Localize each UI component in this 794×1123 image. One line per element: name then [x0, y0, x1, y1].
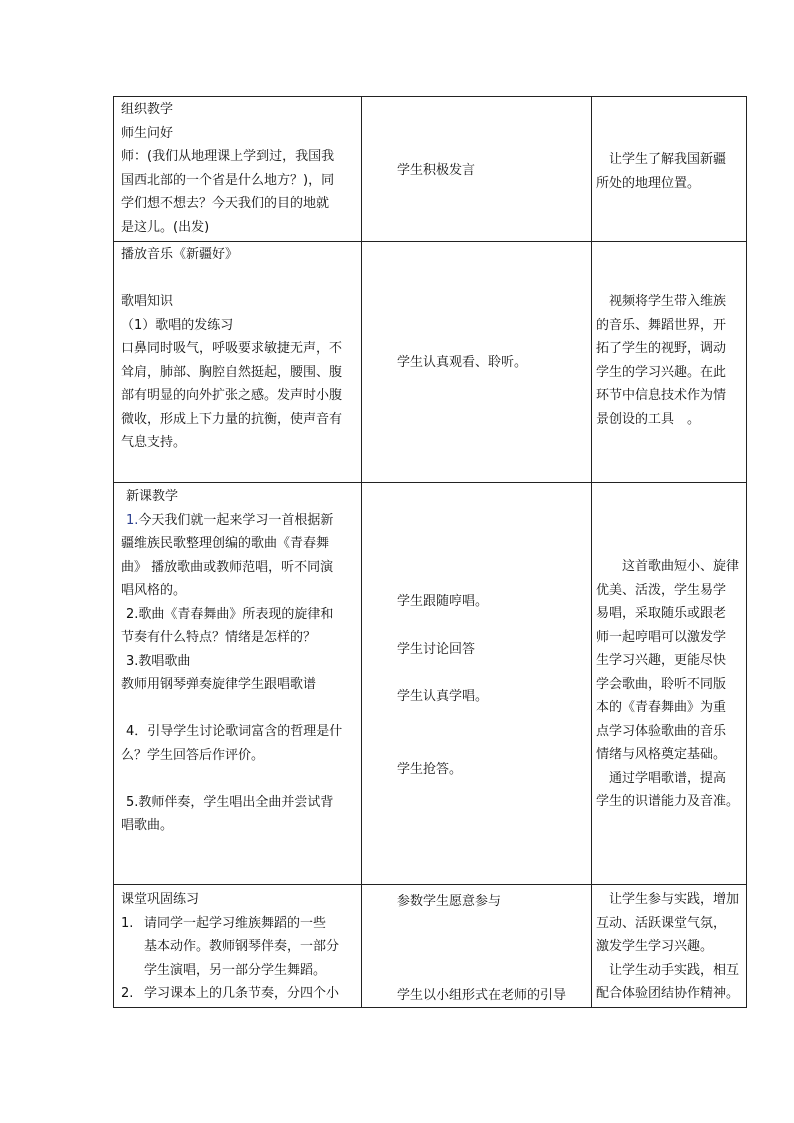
item-number: 3.	[126, 653, 139, 669]
text-line: 5.教师伴奏，学生唱出全曲并尝试背	[126, 794, 334, 810]
text-line: 唱风格的。	[121, 583, 187, 598]
text-line: 口鼻同时吸气，呼吸要求敏捷无声，不	[121, 341, 343, 356]
text-line: 学生抢答。	[397, 762, 463, 777]
student-activity-cell	[362, 97, 592, 242]
text-line: 本的《青春舞曲》为重	[596, 700, 727, 715]
list-item: 2. 学习课本上的几条节奏，分四个小	[121, 986, 340, 1001]
teacher-activity-cell	[114, 242, 362, 483]
text-line: 学们想不想去？今天我们的目的地就	[121, 196, 330, 211]
text-line: 么？学生回答后作评价。	[121, 747, 265, 763]
text-line: 这首歌曲短小、旋律	[596, 559, 740, 574]
text-line: 国西北部的一个省是什么地方？)，同	[121, 172, 335, 188]
item-number: 2.	[126, 606, 139, 622]
text-line: 3.教唱歌曲	[126, 653, 191, 669]
text-line	[114, 267, 361, 291]
text-line: 的音乐、舞蹈世界，开	[596, 317, 727, 333]
text-line: 师：(我们从地理课上学到过，我国我	[121, 149, 335, 164]
text-line: 节奏有什么特点？情绪是怎样的？	[121, 630, 317, 645]
text-line: 是这儿。(出发)	[121, 219, 210, 235]
item-number: 4	[126, 724, 135, 739]
teacher-activity-cell	[114, 483, 362, 885]
table-row	[114, 97, 747, 242]
text-line: 配合体验团结协作精神。	[596, 986, 740, 1001]
text-line: 气息支持。	[121, 435, 187, 450]
student-activity-cell	[362, 483, 592, 885]
section-title: 课堂巩固练习	[121, 892, 200, 907]
student-activity-cell	[362, 242, 592, 483]
text-line: 景创设的工具 。	[596, 411, 701, 427]
text-line: 耸肩，肺部、胸腔自然挺起，腰围、腹	[121, 364, 343, 380]
text-line: 歌唱知识	[121, 294, 174, 309]
text-line: 情绪与风格奠定基础。	[596, 747, 727, 762]
text-line: 学生的学习兴趣。在此	[596, 364, 727, 380]
text-line: （1）歌唱的发练习	[121, 317, 234, 333]
text-line: 1.今天我们就一起来学习一首根据新	[126, 512, 334, 528]
text-line: 播放音乐《新疆好》	[121, 247, 239, 262]
purpose-cell	[592, 242, 747, 483]
text-line: 学生的识谱能力及音准。	[596, 794, 740, 809]
text-line: 让学生参与实践，增加	[596, 892, 740, 907]
text-line: 点学习体验歌曲的音乐	[596, 723, 727, 739]
text-line: 唱歌曲。	[121, 818, 174, 833]
text-line: 学生演唱，另一部分学生舞蹈。	[144, 962, 327, 978]
purpose-cell	[592, 885, 747, 1008]
text-line: 学会歌曲，聆听不同版	[596, 676, 727, 692]
text-line: 学生认真观看、聆听。	[397, 355, 528, 370]
text-line: 所处的地理位置。	[596, 175, 701, 191]
lesson-plan-table	[113, 96, 747, 1008]
text-line: 让学生了解我国新疆	[596, 152, 727, 167]
text-line: 生学习兴趣，更能尽快	[596, 653, 727, 668]
text-line: 基本动作。教师钢琴伴奏，一部分	[144, 939, 340, 954]
text-line: 参数学生愿意参与	[397, 894, 502, 909]
text-line: 优美、活泼，学生易学	[596, 582, 727, 598]
text-line: 疆维族民歌整理创编的歌曲《青春舞	[121, 536, 330, 551]
table-row	[114, 483, 747, 885]
text-line: 激发学生学习兴趣。	[596, 939, 714, 954]
teacher-activity-cell	[114, 97, 362, 242]
text-line: 学生认真学唱。	[397, 689, 489, 704]
student-activity-cell	[362, 885, 592, 1008]
item-number: 5.	[126, 794, 139, 810]
text-line: 学生讨论回答	[397, 642, 476, 657]
text-line: 微收，形成上下力量的抗衡，使声音有	[121, 411, 343, 427]
text-line: 师生问好	[121, 125, 174, 141]
section-title: 新课教学	[126, 489, 179, 504]
item-number: 1.	[126, 512, 139, 528]
list-item: 1. 请同学一起学习维族舞蹈的一些	[121, 915, 327, 931]
text-line: 易唱，采取随乐或跟老	[596, 606, 727, 621]
text-line: 教师用钢琴弹奏旋律学生跟唱歌谱	[121, 677, 317, 692]
table-row	[114, 242, 747, 483]
purpose-cell	[592, 483, 747, 885]
text-line: 学生积极发言	[397, 163, 476, 178]
text-line: 视频将学生带入维族	[596, 294, 727, 309]
text-line: 4．引导学生讨论歌词富含的哲理是什	[126, 724, 343, 739]
text-line: 师一起哼唱可以激发学	[596, 629, 727, 645]
text-line: 学生以小组形式在老师的引导	[397, 988, 567, 1003]
teacher-activity-cell	[114, 885, 362, 1008]
text-line: 环节中信息技术作为情	[596, 388, 727, 403]
text-line: 组织教学	[121, 102, 174, 117]
text-line: 学生跟随哼唱。	[397, 594, 489, 609]
purpose-cell	[592, 97, 747, 242]
text-line: 互动、活跃课堂气氛，	[596, 915, 727, 931]
text-line: 拓了学生的视野，调动	[596, 341, 727, 356]
text-line: 部有明显的向外扩张之感。发声时小腹	[121, 388, 343, 403]
text-line: 通过学唱歌谱，提高	[596, 770, 727, 786]
text-line: 曲》 播放歌曲或教师范唱，听不同演	[121, 559, 334, 575]
text-line: 让学生动手实践，相互	[596, 962, 740, 978]
text-line: 2.歌曲《青春舞曲》所表现的旋律和	[126, 606, 334, 622]
table-row	[114, 885, 747, 1008]
